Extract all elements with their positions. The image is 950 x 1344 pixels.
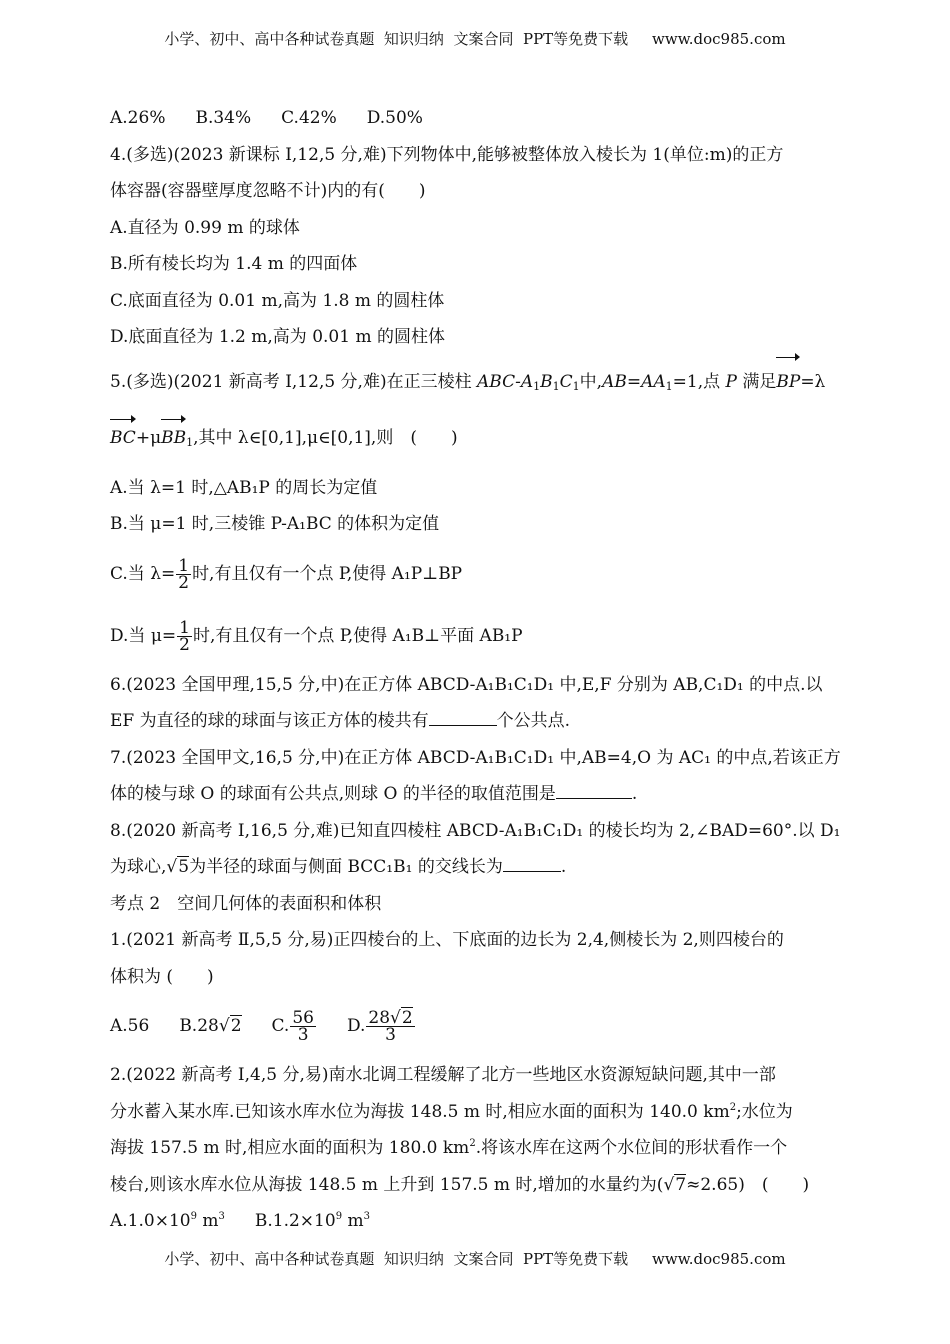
q4-option-d: D.底面直径为 1.2 m,高为 0.01 m 的圆柱体 xyxy=(110,327,445,347)
fraction-one-half: $\frac{1}{2}$ xyxy=(178,555,190,593)
q4-stem-line2: 体容器(容器壁厚度忽略不计)内的有( ) xyxy=(110,181,426,201)
section-title: 考点 2 空间几何体的表面积和体积 xyxy=(110,893,382,914)
q3-options xyxy=(110,100,840,137)
s2-stem-line4: 棱台,则该水库水位从海拔 148.5 m 上升到 157.5 m 时,增加的水量约为(√7≈2.65) ( ) xyxy=(110,1174,810,1195)
s1-options xyxy=(110,995,840,1057)
q6-stem-line1: 6.(2023 全国甲理,15,5 分,中)在正方体 ABCD-A₁B₁C₁D₁ 中,E,F 分别为 AB,C₁D₁ 的中点.以 xyxy=(110,674,823,695)
s1-stem-line2: 体积为 ( ) xyxy=(110,966,214,987)
s2-stem-line2: 分水蓄入某水库.已知该水库水位为海拔 148.5 m 时,相应水面的面积为 140.0 $km^2$;水位为 xyxy=(110,1101,793,1122)
answer-blank xyxy=(556,784,632,799)
answer-blank xyxy=(429,711,497,726)
q5-option-a: A.当 λ=1 时,△AB₁P 的周长为定值 xyxy=(110,477,378,498)
s2-stem-line1: 2.(2022 新高考 Ⅰ,4,5 分,易)南水北调工程缓解了北方一些地区水资源短缺问题,其中一部 xyxy=(110,1065,776,1085)
q5-option-c: C.当 λ= $\frac{1}{2}$ 时,有且仅有一个点 P,使得 A₁P⊥BP xyxy=(110,555,463,593)
q8-stem-line1: 8.(2020 新高考 Ⅰ,16,5 分,难)已知直四棱柱 ABCD-A₁B₁C₁D₁ 的棱长均为 2,∠BAD=60°.以 D₁ xyxy=(110,820,841,841)
s2-stem-line3: 海拔 157.5 m 时,相应水面的面积为 180.0 $km^2$.将该水库在这两个水位间的形状看作一个 xyxy=(110,1138,788,1158)
q4-option-b: B.所有棱长均为 1.4 m 的四面体 xyxy=(110,254,358,274)
q4-option-a: A.直径为 0.99 m 的球体 xyxy=(110,217,300,238)
s2-option-b: $B.1.2\times 10^9$ $m^3$ xyxy=(254,1211,370,1231)
sqrt-5: √5 xyxy=(166,857,190,877)
q8-stem-line2: 为球心,√5为半径的球面与侧面 BCC₁B₁ 的交线长为 . xyxy=(110,857,567,877)
q3-option-a: A.26% xyxy=(110,108,166,128)
s1-option-b: B.28√2 xyxy=(179,1016,242,1036)
sqrt-7: √7 xyxy=(663,1174,687,1195)
q5-option-d: D.当 μ= $\frac{1}{2}$ 时,有且仅有一个点 P,使得 A₁B⊥平面 AB₁P xyxy=(110,617,523,655)
q4-stem-line1: 4.(多选)(2023 新课标 Ⅰ,12,5 分,难)下列物体中,能够被整体放入棱长为 1(单位:m)的正方 xyxy=(110,144,784,165)
s2-options xyxy=(110,1203,840,1240)
document-body xyxy=(110,100,840,1240)
s1-option-c: C. $\frac{56}{3}$ xyxy=(271,1008,314,1045)
q3-option-d: D.50% xyxy=(366,108,423,128)
q3-option-b: B.34% xyxy=(195,108,252,128)
q5-stem-line2: BC+μBB$_1$,其中 λ∈[0,1],μ∈[0,1],则 ( ) xyxy=(110,418,840,470)
answer-blank xyxy=(503,857,561,872)
s1-stem-line1: 1.(2021 新高考 Ⅱ,5,5 分,易)正四棱台的上、下底面的边长为 2,4,侧棱长为 2,则四棱台的 xyxy=(110,930,784,950)
vector-bb1: BB xyxy=(161,418,186,458)
q4-option-c: C.底面直径为 0.01 m,高为 1.8 m 的圆柱体 xyxy=(110,290,445,311)
q7-stem-line2: 体的棱与球 O 的球面有公共点,则球 O 的半径的取值范围是 . xyxy=(110,784,638,804)
vector-bp: BP xyxy=(776,356,800,408)
q3-option-c: C.42% xyxy=(281,108,337,128)
s1-option-d: D. $\frac{28√2}{3}$ xyxy=(346,1008,413,1045)
page-header: 小学、初中、高中各种试卷真题 知识归纳 文案合同 PPT等免费下载 www.doc985.com xyxy=(164,30,786,48)
q5-option-b: B.当 μ=1 时,三棱锥 P-A₁BC 的体积为定值 xyxy=(110,514,440,534)
s2-option-a: $A.1.0\times 10^9$ $m^3$ xyxy=(110,1211,225,1231)
s1-option-a: A.56 xyxy=(110,1016,150,1036)
vector-bc: BC xyxy=(110,418,136,458)
q5-stem-line1: 5.(多选)(2021 新高考 Ⅰ,12,5 分,难)在正三棱柱 ABC-$A_1B_1C_1$中$,AB=AA_1=1$,点 P 满足BP=λ xyxy=(110,356,840,418)
page-footer: 小学、初中、高中各种试卷真题 知识归纳 文案合同 PPT等免费下载 www.doc985.com xyxy=(164,1250,786,1268)
fraction-one-half: $\frac{1}{2}$ xyxy=(179,617,190,655)
q6-stem-line2: EF 为直径的球的球面与该正方体的棱共有 个公共点. xyxy=(110,711,571,731)
q7-stem-line1: 7.(2023 全国甲文,16,5 分,中)在正方体 ABCD-A₁B₁C₁D₁ 中,AB=4,O 为 AC₁ 的中点,若该正方 xyxy=(110,747,841,768)
